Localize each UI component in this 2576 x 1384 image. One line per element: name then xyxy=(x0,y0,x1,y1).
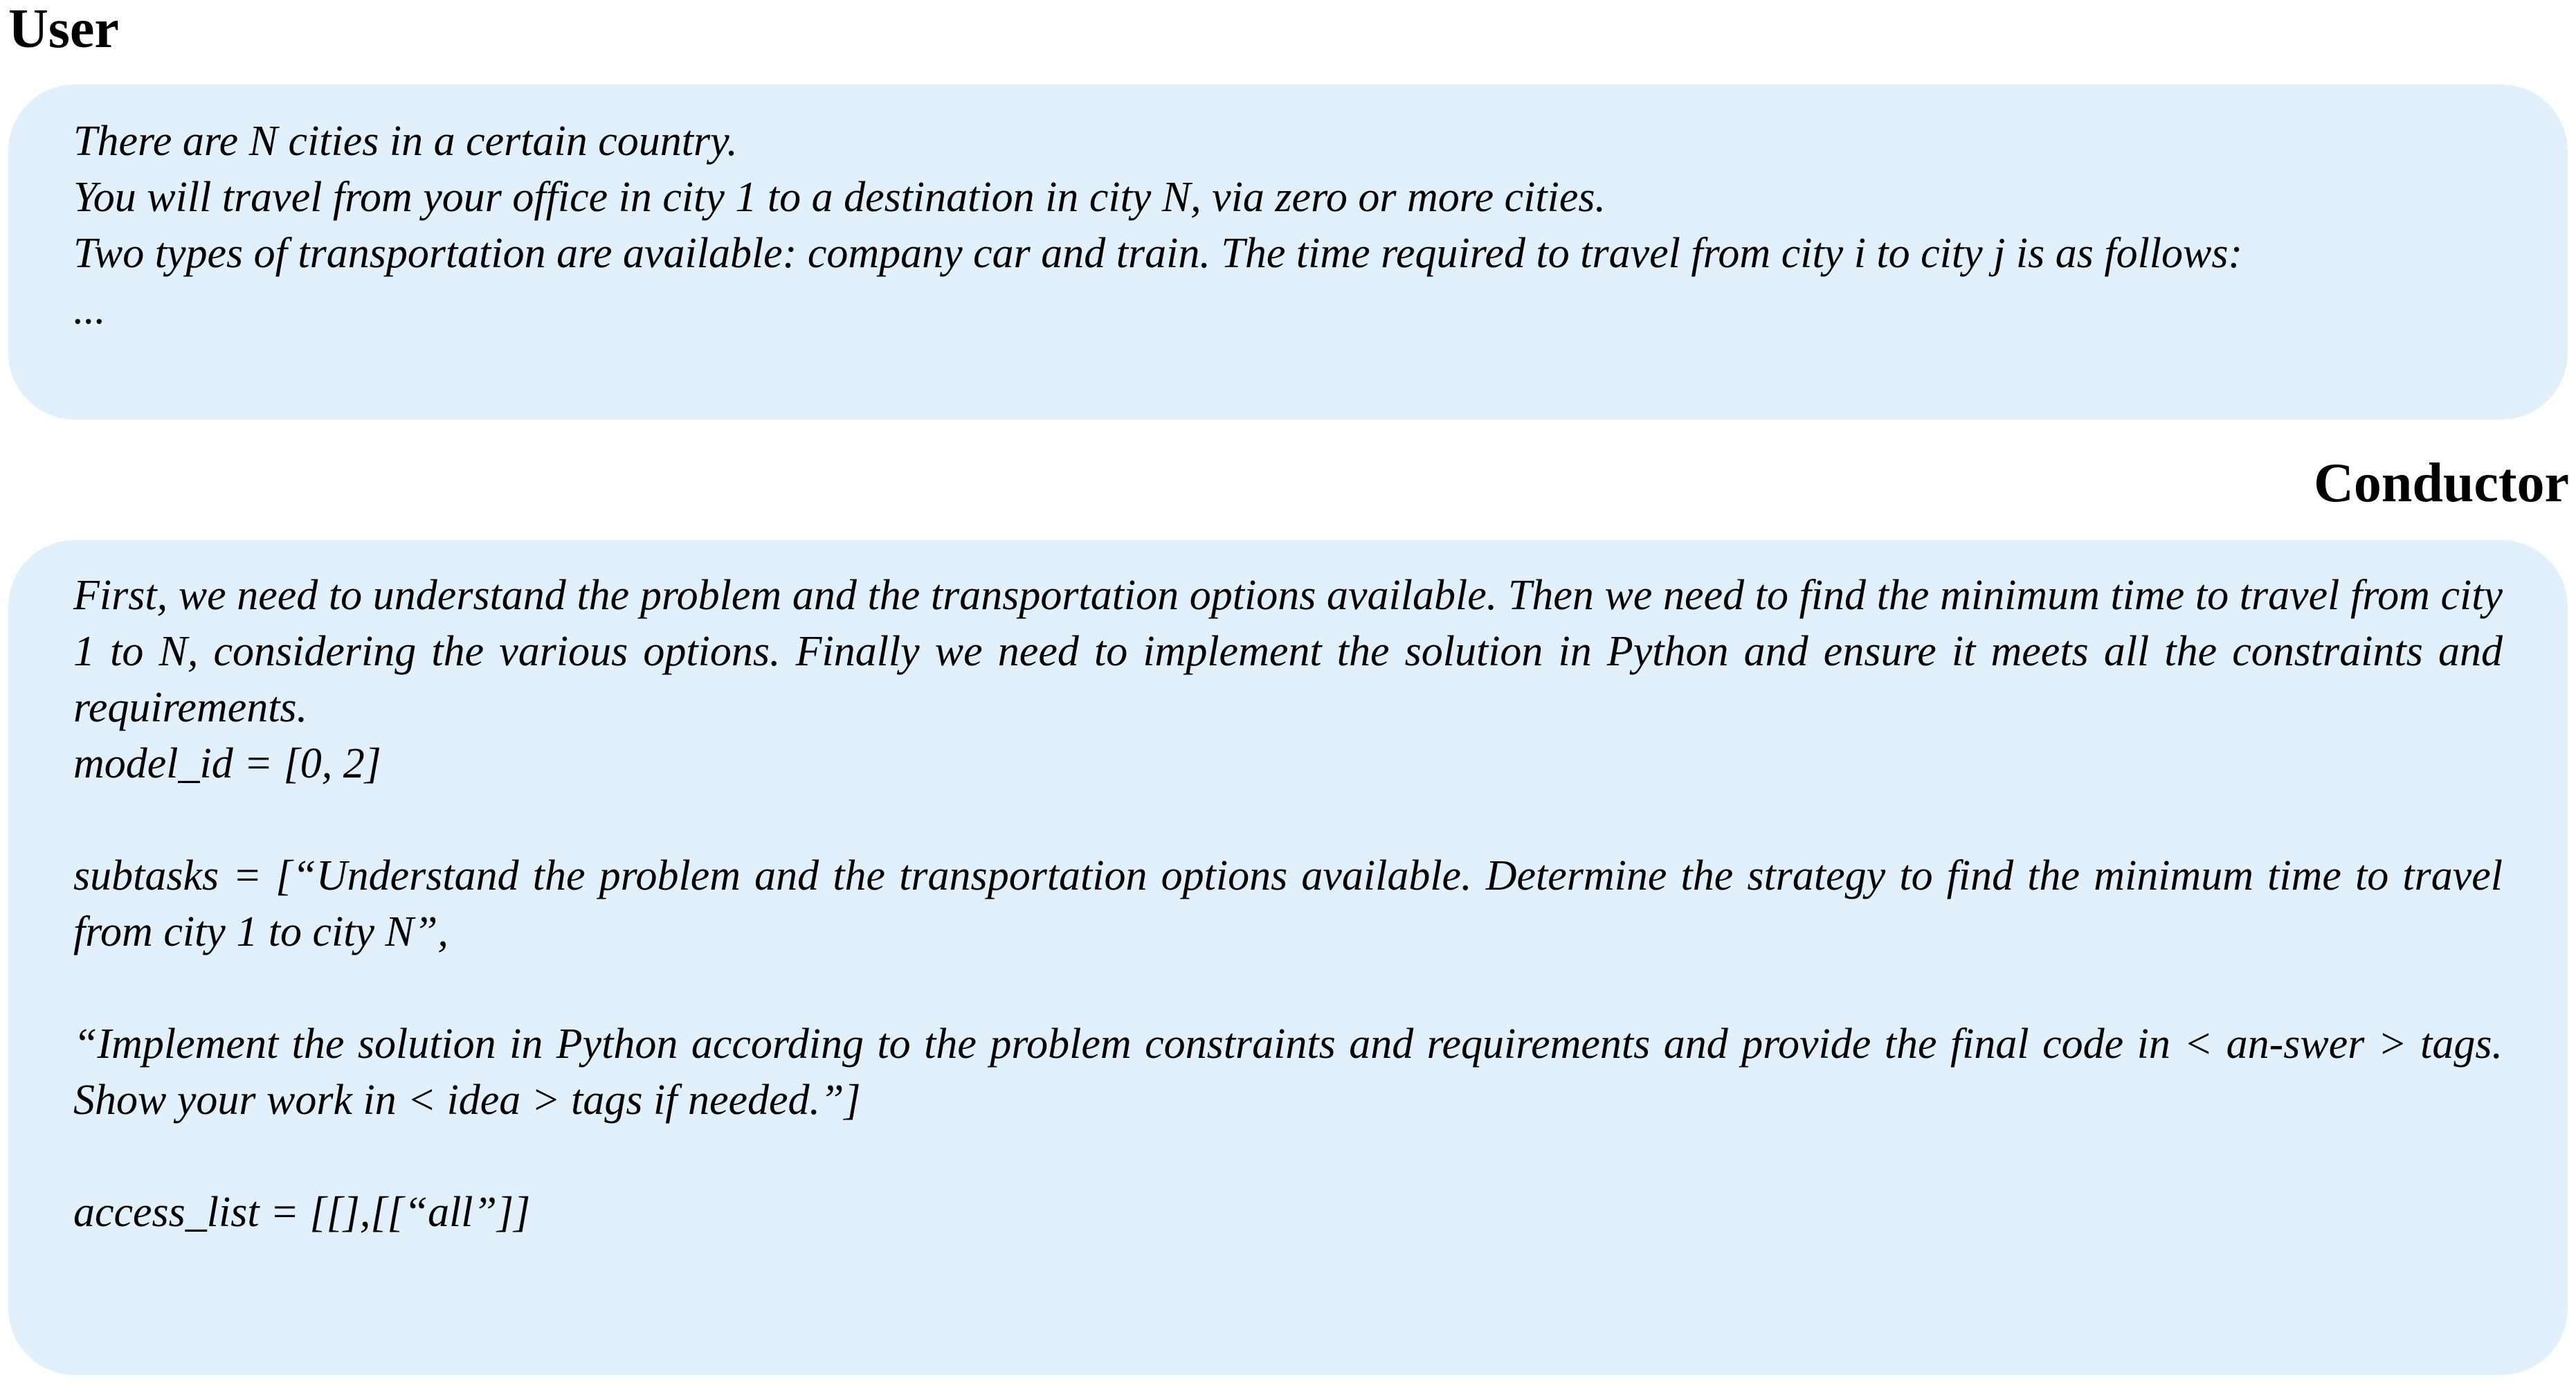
conductor-message-bubble xyxy=(8,540,2568,1375)
conductor-subtask-2: “Implement the solution in Python according to the problem constraints and requirements and provide the final code in < an-swer > tags. Show your work in < idea > tags if needed.”] xyxy=(73,1021,2503,1124)
conductor-intro-text: First, we need to understand the problem and the transportation options available. Then we need to find the minimum time to travel from city 1 to N, considering the various options. Finally we need to implement the solution in Python and ensure it meets all the constraints and requirements. xyxy=(73,572,2503,731)
user-message-ellipsis: ... xyxy=(73,286,106,333)
user-message-line: You will travel from your office in city 1 to a destination in city N, via zero or more cities. xyxy=(73,174,1606,221)
user-speaker-label: User xyxy=(8,0,119,60)
conductor-model-id: model_id = [0, 2] xyxy=(73,740,381,787)
user-message-line: Two types of transportation are available: company car and train. The time required to travel from city i to city j is as follows: xyxy=(73,230,2243,277)
conductor-speaker-label: Conductor xyxy=(2314,453,2569,514)
user-message-bubble xyxy=(8,84,2568,420)
conductor-access-list: access_list = [[],[[“all”]] xyxy=(73,1189,531,1236)
user-message-line: There are N cities in a certain country. xyxy=(73,118,738,165)
conductor-subtask-1: subtasks = [“Understand the problem and the transportation options available. Determine the strategy to find the minimum time to travel from city 1 to city N”, xyxy=(73,852,2503,955)
